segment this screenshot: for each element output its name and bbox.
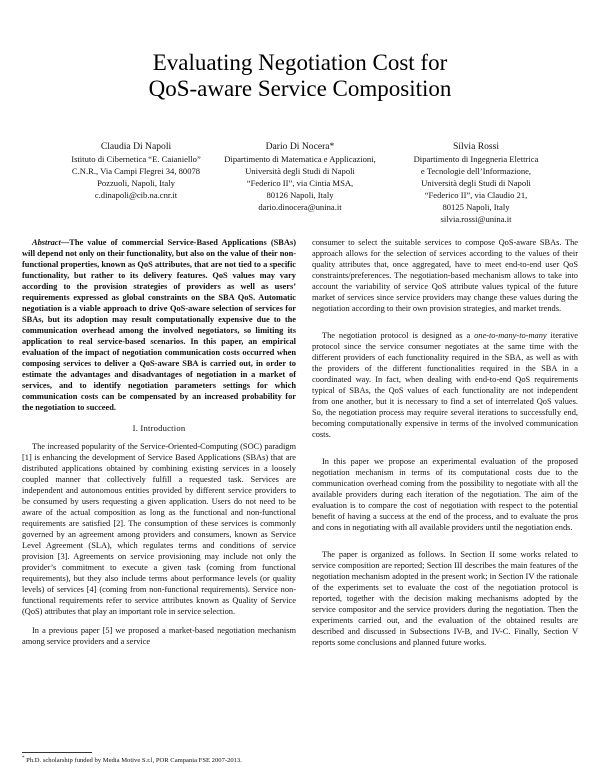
title-line-1: Evaluating Negotiation Cost for [152,50,448,75]
author-name: Claudia Di Napoli [100,141,172,152]
author-affiliation-line: “Federico II”, via Cintia MSA, [246,178,354,188]
paragraph: In this paper we propose an experimental evaluation of the proposed negotiation mechanism in terms of its computational costs due to the communication overhead coming from the possibility to negotiate with all the available providers during each iteration of the negotiation. The aim of the evaluation is to compare the cost of negotiation with respect to the potential benefit of having a success at the end of the process, and to evaluate the pros and cons in negotiating with all available providers until the negotiation ends. [312,457,578,532]
author-email: dario.dinocera@unina.it [258,202,342,212]
author-block-3 [386,140,566,225]
author-affiliation-line: Pozzuoli, Napoli, Italy [97,178,175,188]
paragraph: The paper is organized as follows. In Section II some works related to service composition are reported; Section III describes the main features of the negotiation mechanism adopted in the present work; in Section IV the rationale of the experiments set to evaluate the cost of the negotiation protocol is reported, together with the decision making mechanisms adopted by the service compositor and the service providers during the negotiation. Then the experiments carried out, and the evaluation of the obtained results are described and discussed in Subsections IV-B, and IV-C. Finally, Section V reports some conclusions and planned future works. [312,550,578,647]
author-affiliation-line: Dipartimento di Ingegneria Elettrica [413,154,539,164]
author-affiliation-line: C.N.R., Via Campi Flegrei 34, 80078 [71,166,201,176]
author-name: Dario Di Nocera* [265,141,335,152]
paragraph-text: iterative protocol since the service consumer negotiates at the same time with the different providers of each functionality required in the SBA, as well as with the providers of the different functionalities required in the SBA in a coordinated way. In fact, when dealing with end-to-end QoS requirements typical of SBAs, the QoS values of each functionality are not independent from one another, but it is necessary to find a set of interrelated QoS values. So, the negotiation process may require several iterations to successfully end, becoming computationally expensive in terms of the involved communication costs. [312,331,578,439]
footnote-rule [22,752,92,753]
paragraph: The increased popularity of the Service-Oriented-Computing (SOC) paradigm [1] is enhancing the development of Service Based Applications (SBAs) that are distributed applications obtained by combining existing services in a loosely coupled manner that collectively fulfill a requested task. Services are independent and autonomous entities provided by different service providers to be consumed by users requesting a given application. Users do not need to be aware of the actual composition as long as the functional and non-functional requirements are satisfied [2]. The consumption of these services is commonly governed by an agreement among providers and consumers, known as Service Level Agreement (SLA), which regulates terms and conditions of service provision [3]. Agreements on service provisioning may include not only the provider’s commitment to execute a given task (coming from functional requirements), but they also include terms about performance levels (or quality levels) of services [4] (coming from non-functional requirements). Service non-functional requirements refer to service attributes known as Quality of Service (QoS) attributes that play an important role in service selection. [22,442,296,616]
left-column [22,237,296,655]
author-affiliation-line: Università degli Studi di Napoli [245,166,355,176]
paragraph-text: The negotiation protocol is designed as a [322,331,475,340]
author-affiliation-line: 80126 Napoli, Italy [266,190,334,200]
author-email: c.dinapoli@cib.na.cnr.it [94,190,178,200]
paragraph: In a previous paper [5] we proposed a market-based negotiation mechanism among service providers and a service [22,626,296,646]
footnote [22,755,290,765]
author-affiliation-line: Università degli Studi di Napoli [421,178,531,188]
section-heading-introduction: I. Introduction [132,423,186,433]
paper-title [0,50,600,102]
abstract [22,237,296,413]
author-affiliation-line: Istituto di Cibernetica “E. Caianiello” [71,154,201,164]
right-column [312,237,578,656]
author-affiliation-line: “Federico II”, via Claudio 21, [424,190,528,200]
paragraph: consumer to select the suitable services to compose QoS-aware SBAs. The approach allows for the selection of services according to the values of their quality attributes that, once aggregated, have to meet end-to-end user QoS constraints/preferences. The negotiation-based mechanism allows to take into account the variability of service QoS attribute values typical of the future market of services since service providers may change these values during the negotiation according to their own provision strategies, and market trends. [312,238,578,313]
author-block-1 [48,140,224,201]
author-email: silvia.rossi@unina.it [440,214,512,224]
abstract-text: —The value of commercial Service-Based Applications (SBAs) will depend not only on their functionality, but also on the value of their non-functional properties, known as QoS attributes, that are not tied to a specific functionality, but rather to its delivery features. QoS values may vary according to the provision strategies of providers as well as users’ requirements expressed as global constraints on the SBA QoS. Automatic negotiation is a viable approach to drive QoS-aware selection of services for SBAs, but its adoption may result computationally expensive due to the communication overhead among the involved negotiators, so limiting its application to real service-based scenarios. In this paper, an empirical evaluation of the impact of negotiation communication costs occurred when composing services to deliver a QoS-aware SBA is carried out, in order to estimate the advantages and disadvantages of negotiation in a market of services, and to identify negotiation parameters settings for which communication costs can be compensated by an increased probability for the negotiation to succeed. [22,238,297,412]
footnote-text: Ph.D. scholarship funded by Media Motive S.r.l, POR Campania FSE 2007-2013. [24,757,242,765]
paragraph [312,330,578,440]
author-affiliation-line: Dipartimento di Matematica e Applicazioni, [224,154,376,164]
author-affiliation-line: 80125 Napoli, Italy [442,202,510,212]
emphasis-text: one-to-many-to-many [474,331,547,340]
author-block-2 [208,140,392,213]
author-affiliation-line: e Tecnologie dell’Informazione, [420,166,532,176]
footnote-mark: * [22,756,25,761]
title-line-2: QoS-aware Service Composition [148,76,452,101]
abstract-label: Abstract [32,238,61,247]
author-name: Silvia Rossi [452,141,500,152]
